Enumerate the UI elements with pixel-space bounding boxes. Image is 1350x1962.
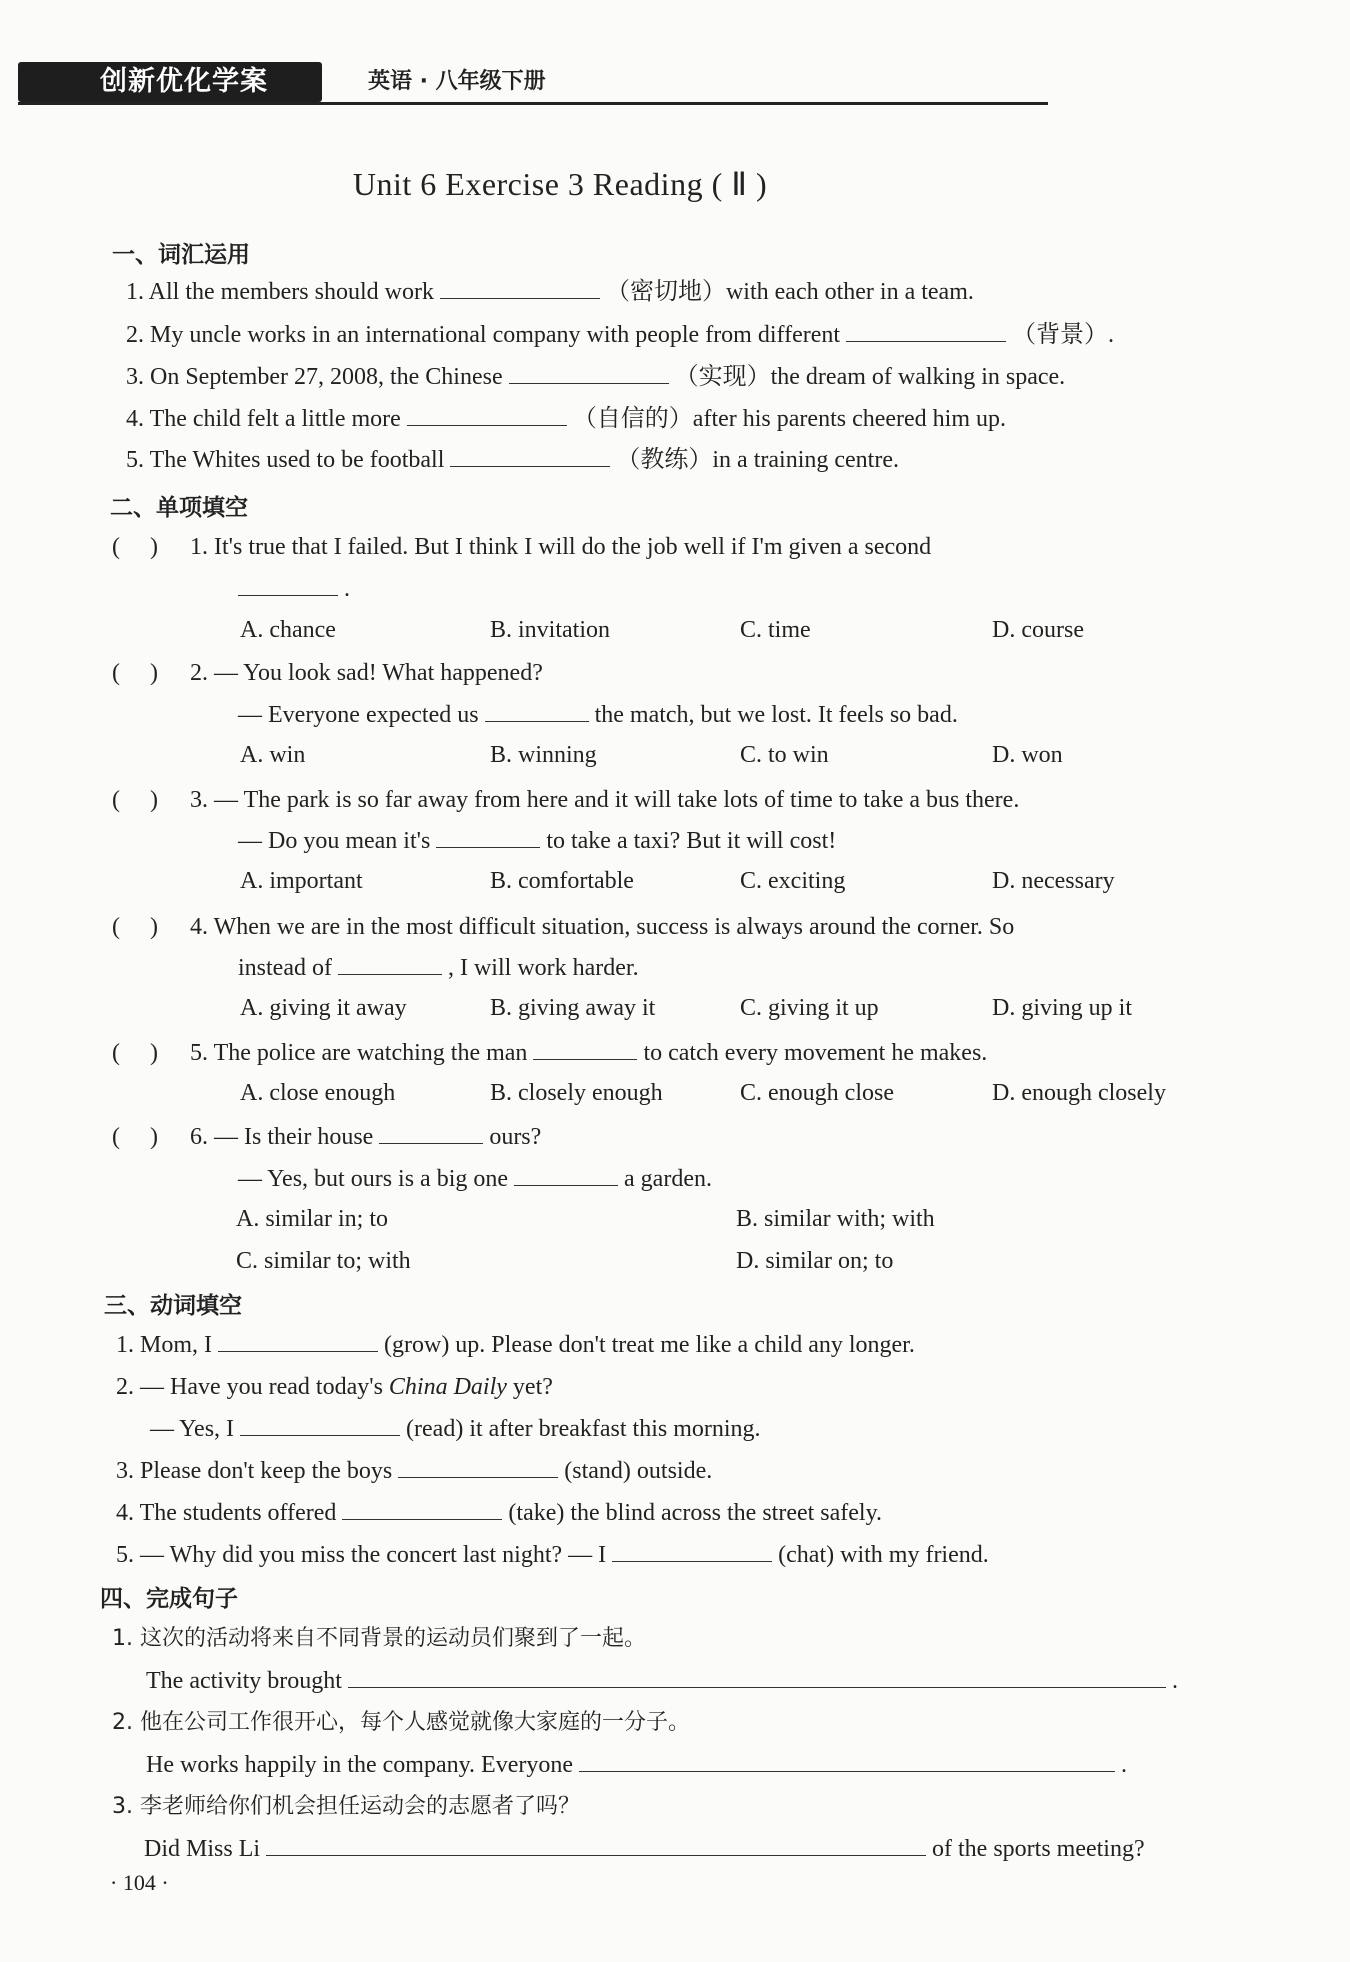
s2-q1: ( ) 1. It's true that I failed. But I think I will do the job well if I'm given a second [112,534,932,560]
option[interactable]: D. enough closely [992,1080,1166,1106]
option[interactable]: D. similar on; to [736,1248,894,1274]
section-1-title: 一、词汇运用 [112,242,250,268]
answer-blank[interactable] [436,827,540,848]
option[interactable]: B. giving away it [490,995,656,1021]
s2-q4: ( ) 4. When we are in the most difficult situation, success is always around the corner. So [112,914,1015,940]
answer-blank[interactable] [450,446,610,467]
s2-q3-cont: — Do you mean it's to take a taxi? But it will cost! [238,828,837,854]
answer-blank[interactable] [514,1165,618,1186]
option[interactable]: C. enough close [740,1080,894,1106]
s1-q5: 5. The Whites used to be football （教练）in a training centre. [126,447,899,473]
header-rule [18,102,1048,105]
option[interactable]: B. invitation [490,617,610,643]
s1-q4: 4. The child felt a little more （自信的）after his parents cheered him up. [126,406,1007,432]
option[interactable]: D. won [992,742,1063,768]
s3-q2: 2. — Have you read today's China Daily yet? [116,1374,553,1400]
answer-blank[interactable] [238,575,338,596]
option[interactable]: A. win [240,742,306,768]
section-4-title: 四、完成句子 [100,1586,238,1612]
s1-q3: 3. On September 27, 2008, the Chinese （实现）the dream of walking in space. [126,364,1066,390]
option[interactable]: C. to win [740,742,829,768]
s2-q3: ( ) 3. — The park is so far away from here and it will take lots of time to take a bus there. [112,787,1020,813]
answer-blank[interactable] [407,405,567,426]
option[interactable]: A. important [240,868,363,894]
s4-q3-chinese: 3. 李老师给你们机会担任运动会的志愿者了吗？ [112,1794,580,1819]
answer-blank[interactable] [240,1415,400,1436]
s4-q2: He works happily in the company. Everyone . [146,1752,1127,1778]
s3-q3: 3. Please don't keep the boys (stand) outside. [116,1458,713,1484]
option[interactable]: C. exciting [740,868,846,894]
s3-q1: 1. Mom, I (grow) up. Please don't treat me like a child any longer. [116,1332,915,1358]
answer-blank[interactable] [846,321,1006,342]
option[interactable]: A. chance [240,617,336,643]
s2-q2-cont: — Everyone expected us the match, but we lost. It feels so bad. [238,702,958,728]
answer-blank[interactable] [398,1457,558,1478]
s4-q2-chinese: 2. 他在公司工作很开心，每个人感觉就像大家庭的一分子。 [112,1710,690,1735]
option[interactable]: A. giving it away [240,995,407,1021]
section-3-title: 三、动词填空 [104,1293,242,1319]
page-number: · 104 · [110,1870,169,1895]
answer-blank[interactable] [485,701,589,722]
answer-blank[interactable] [612,1541,772,1562]
option[interactable]: B. winning [490,742,597,768]
option[interactable]: C. giving it up [740,995,879,1021]
answer-blank[interactable] [509,363,669,384]
page-header [18,62,1038,106]
s1-q1: 1. All the members should work （密切地）with each other in a team. [126,279,974,305]
section-2-title: 二、单项填空 [110,495,248,521]
answer-blank[interactable] [266,1835,926,1856]
answer-blank[interactable] [338,954,442,975]
answer-blank[interactable] [218,1331,378,1352]
option[interactable]: D. necessary [992,868,1115,894]
answer-blank[interactable] [379,1123,483,1144]
option[interactable]: D. giving up it [992,995,1133,1021]
option[interactable]: B. similar with; with [736,1206,935,1232]
s2-q5: ( ) 5. The police are watching the man to catch every movement he makes. [112,1040,988,1066]
s3-q2-cont: — Yes, I (read) it after breakfast this morning. [150,1416,761,1442]
answer-blank[interactable] [440,278,600,299]
answer-blank[interactable] [579,1751,1115,1772]
answer-blank[interactable] [342,1499,502,1520]
s3-q4: 4. The students offered (take) the blind across the street safely. [116,1500,883,1526]
option[interactable]: D. course [992,617,1084,643]
s4-q3: Did Miss Li of the sports meeting? [144,1836,1145,1862]
s2-q6-cont: — Yes, but ours is a big one a garden. [238,1166,712,1192]
answer-blank[interactable] [348,1667,1166,1688]
option[interactable]: C. time [740,617,811,643]
option[interactable]: B. closely enough [490,1080,663,1106]
page-title: Unit 6 Exercise 3 Reading ( Ⅱ ) [352,166,768,202]
s3-q5: 5. — Why did you miss the concert last night? — I (chat) with my friend. [116,1542,989,1568]
option[interactable]: B. comfortable [490,868,634,894]
s2-q6: ( ) 6. — Is their house ours? [112,1124,542,1150]
s4-q1: The activity brought . [146,1668,1178,1694]
option[interactable]: C. similar to; with [236,1248,411,1274]
s2-q4-cont: instead of , I will work harder. [238,955,639,981]
s1-q2: 2. My uncle works in an international company with people from different （背景）. [126,322,1115,348]
s2-q1-cont: . [238,574,350,604]
answer-blank[interactable] [533,1039,637,1060]
book-title: 英语 · 八年级下册 [368,69,546,94]
brand-logo: 创新优化学案 [18,62,322,102]
option[interactable]: A. close enough [240,1080,396,1106]
s2-q2: ( ) 2. — You look sad! What happened? [112,660,543,686]
s4-q1-chinese: 1. 这次的活动将来自不同背景的运动员们聚到了一起。 [112,1626,646,1651]
option[interactable]: A. similar in; to [236,1206,388,1232]
